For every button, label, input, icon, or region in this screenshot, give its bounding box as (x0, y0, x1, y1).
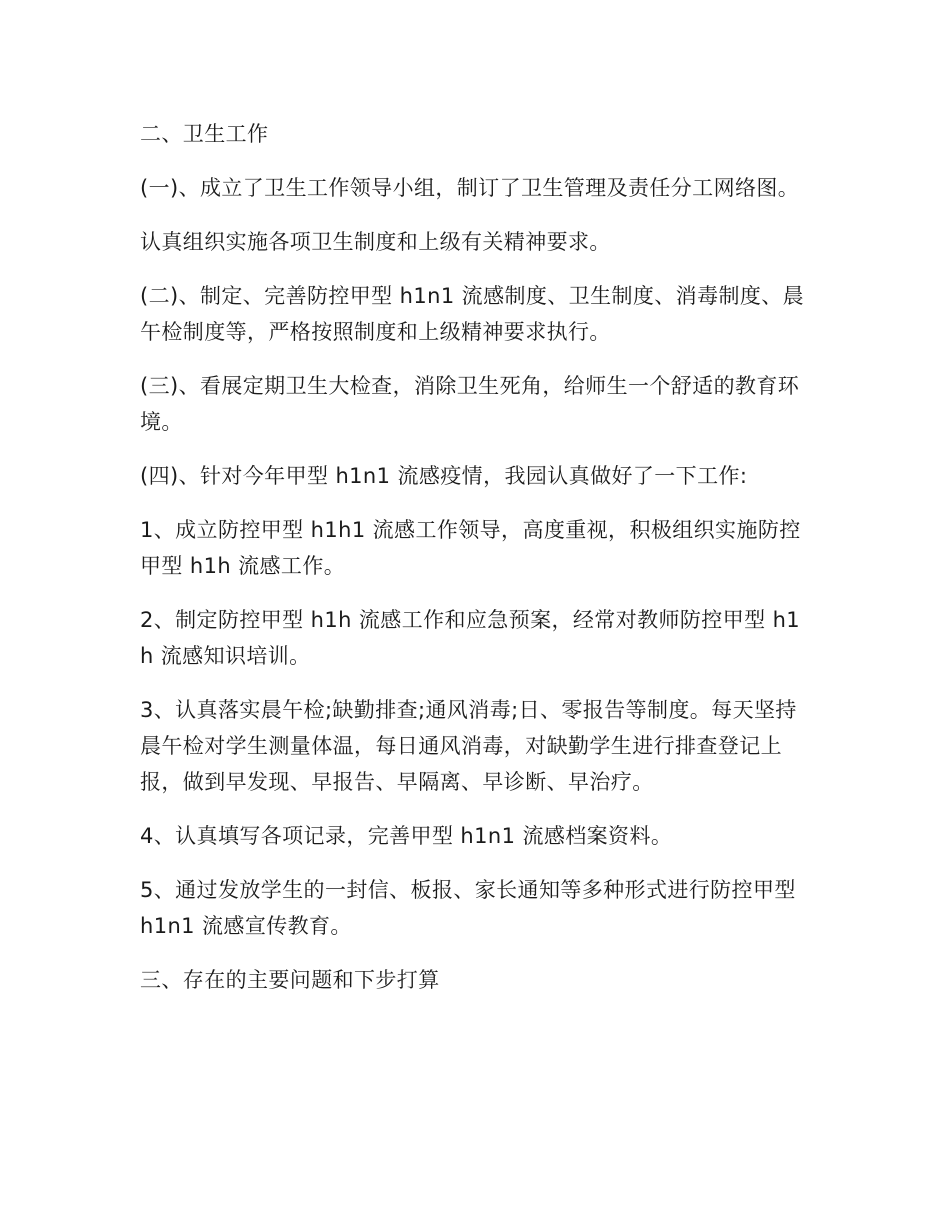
paragraph-inspection: (三)、看展定期卫生大检查，消除卫生死角，给师生一个舒适的教育环境。 (140, 374, 800, 434)
paragraph-implementation: 认真组织实施各项卫生制度和上级有关精神要求。 (140, 230, 611, 254)
paragraph-regulations: (二)、制定、完善防控甲型 h1n1 流感制度、卫生制度、消毒制度、晨午检制度等，严格按照制度和上级精神要求执行。 (140, 284, 805, 344)
paragraph-leadership-group: (一)、成立了卫生工作领导小组，制订了卫生管理及责任分工网络图。 (140, 176, 800, 200)
section-heading-hygiene: 二、卫生工作 (140, 122, 269, 146)
list-item-1: 1、成立防控甲型 h1h1 流感工作领导，高度重视，积极组织实施防控甲型 h1h 流感工作。 (140, 518, 801, 578)
list-item-3: 3、认真落实晨午检;缺勤排查;通风消毒;日、零报告等制度。每天坚持晨午检对学生测量体温，每日通风消毒，对缺勤学生进行排查登记上报，做到早发现、早报告、早隔离、早诊断、早治疗。 (140, 698, 797, 794)
list-item-2: 2、制定防控甲型 h1h 流感工作和应急预案，经常对教师防控甲型 h1h 流感知识培训。 (140, 608, 801, 668)
list-item-5: 5、通过发放学生的一封信、板报、家长通知等多种形式进行防控甲型 h1n1 流感宣传教育。 (140, 878, 796, 938)
section-heading-problems: 三、存在的主要问题和下步打算 (140, 968, 440, 992)
paragraph-flu-response: (四)、针对今年甲型 h1n1 流感疫情，我园认真做好了一下工作: (140, 464, 748, 488)
list-item-4: 4、认真填写各项记录，完善甲型 h1n1 流感档案资料。 (140, 824, 673, 848)
document-body (140, 116, 812, 1016)
